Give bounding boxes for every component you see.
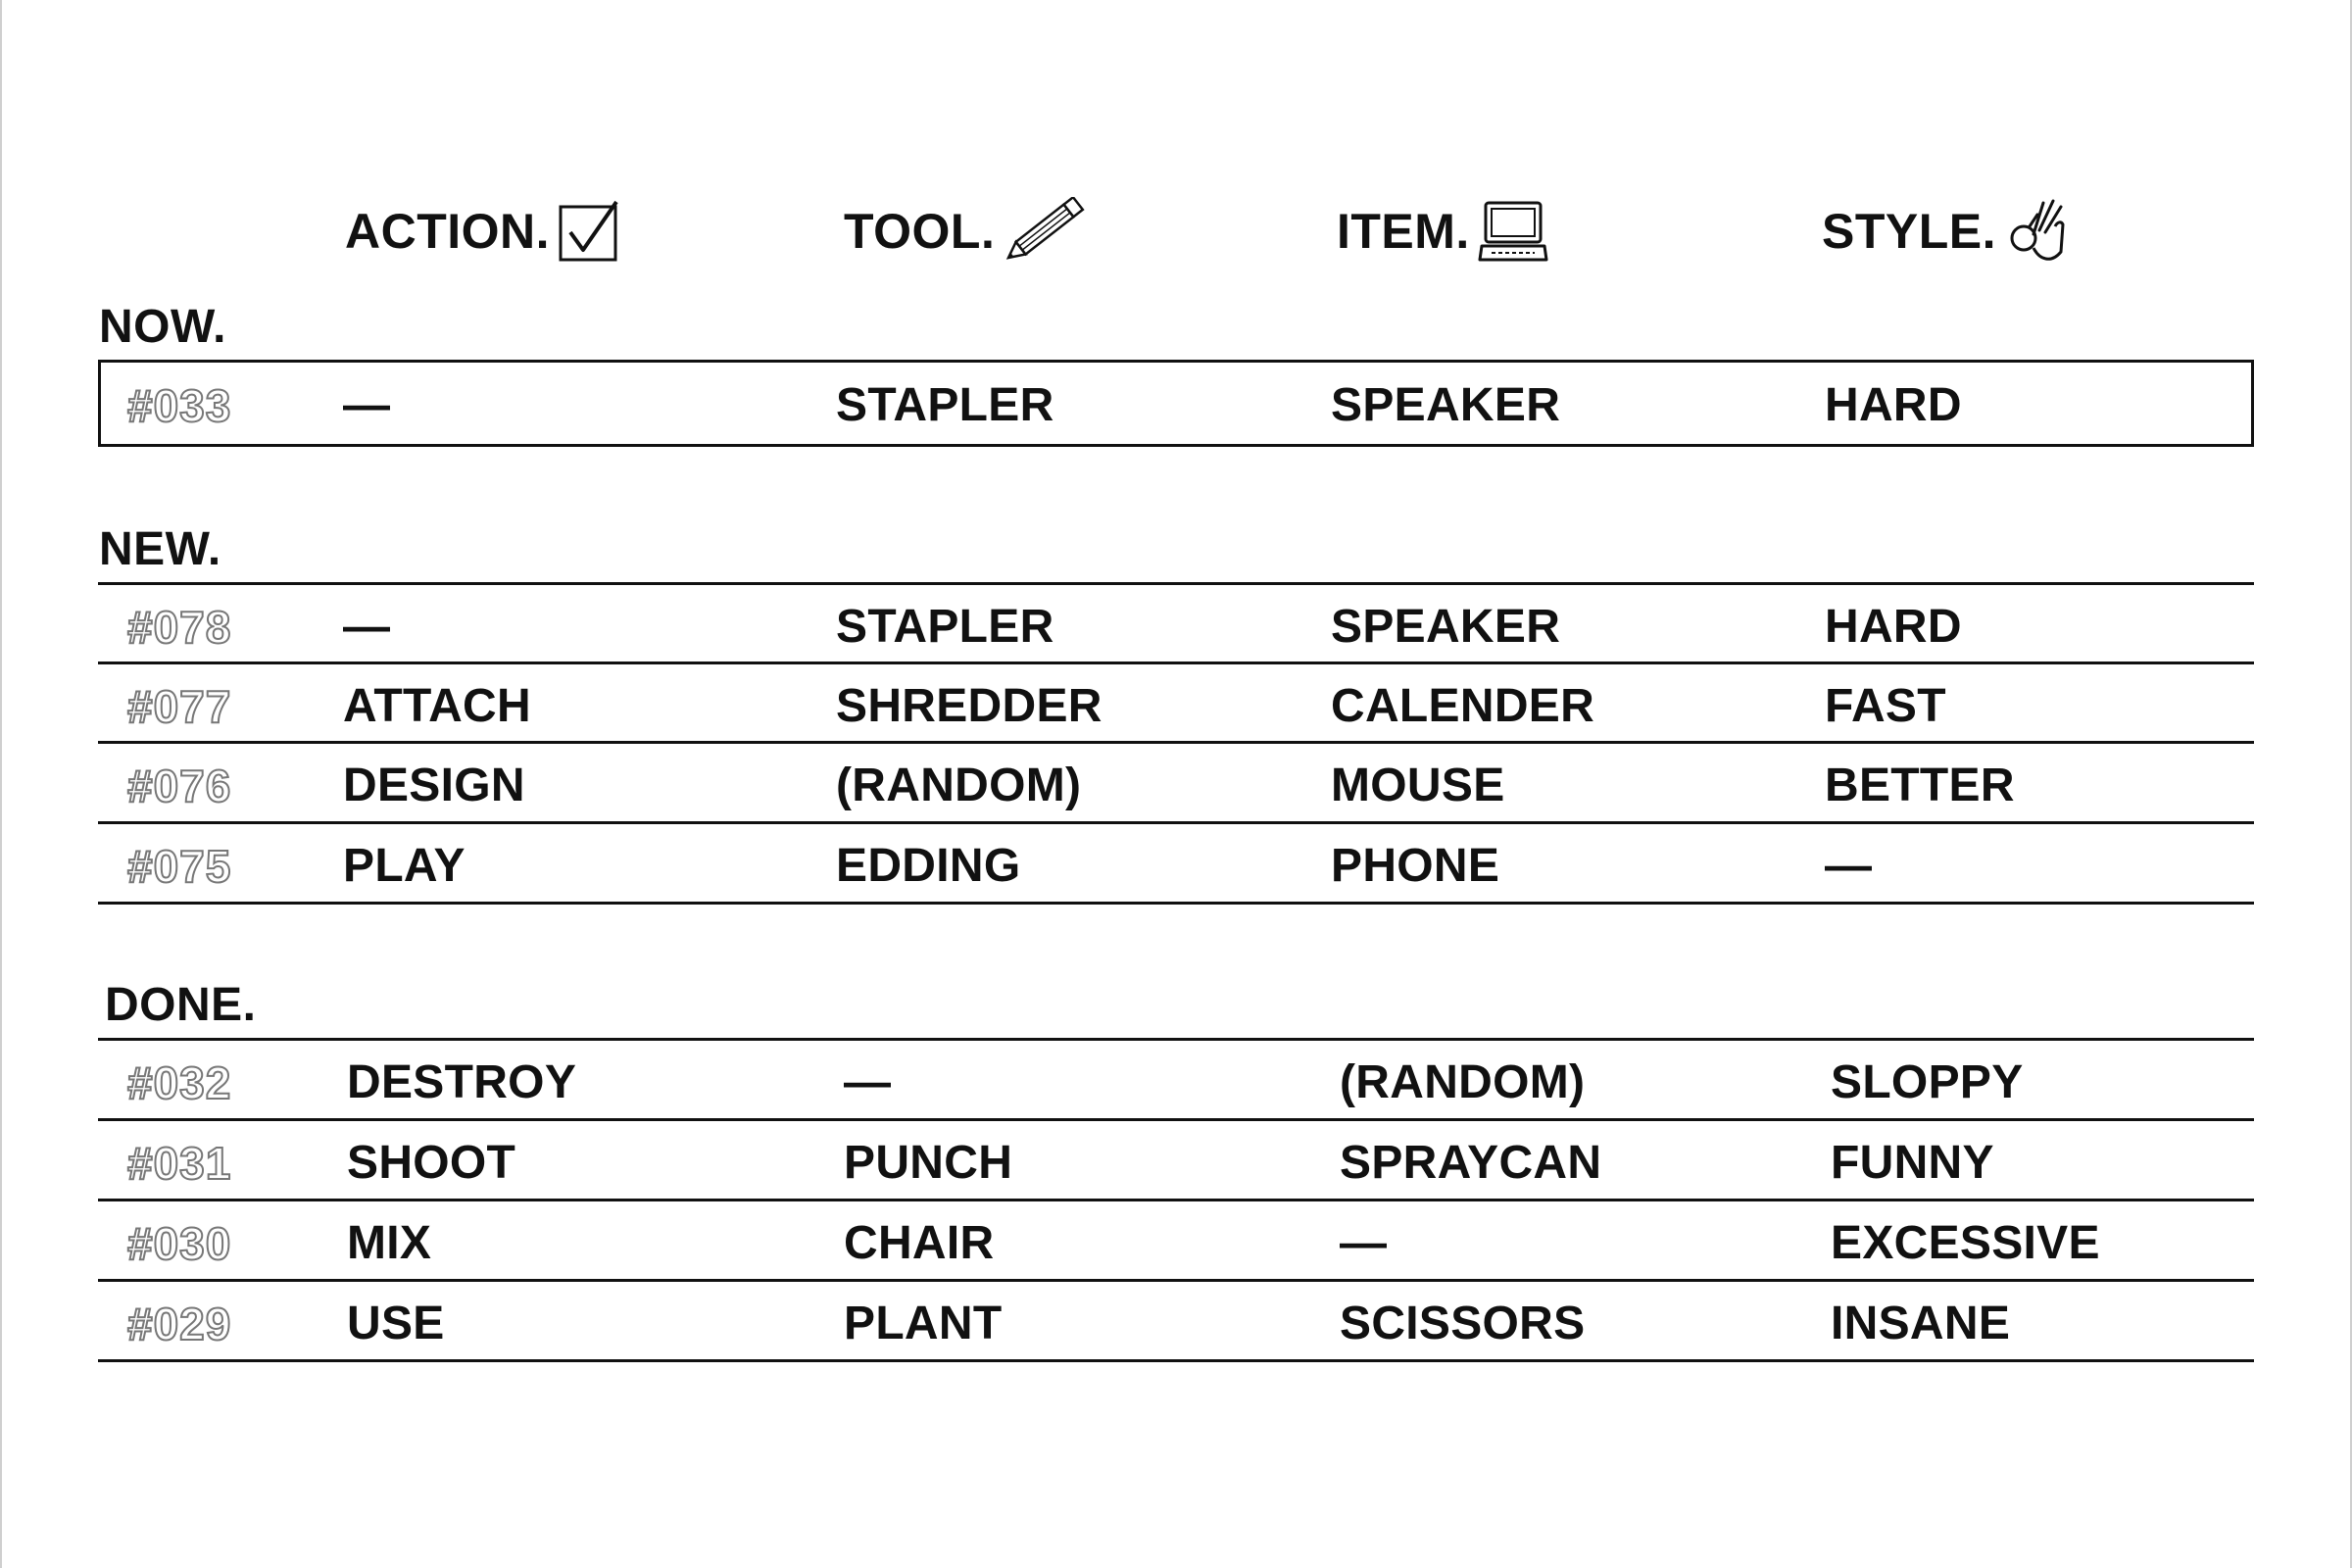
column-header-style xyxy=(1822,192,2069,270)
table-row-done-2[interactable] xyxy=(0,1204,2352,1283)
row-id: #078 xyxy=(127,602,232,653)
table-row-new-3[interactable] xyxy=(0,827,2352,906)
table-row-done-0[interactable] xyxy=(0,1044,2352,1122)
column-header-style-label: STYLE. xyxy=(1822,204,1997,259)
row-style: INSANE xyxy=(1831,1298,2011,1349)
laptop-icon xyxy=(1478,199,1548,264)
section-label-now: NOW. xyxy=(99,301,226,353)
row-item: CALENDER xyxy=(1331,680,1595,732)
row-tool: STAPLER xyxy=(836,601,1054,653)
divider xyxy=(98,1359,2254,1362)
row-action: DESTROY xyxy=(347,1056,577,1108)
row-style: HARD xyxy=(1825,601,1962,653)
row-style: EXCESSIVE xyxy=(1831,1217,2100,1269)
row-action: MIX xyxy=(347,1217,432,1269)
divider xyxy=(98,1279,2254,1282)
row-id: #076 xyxy=(127,760,232,811)
divider xyxy=(98,902,2254,905)
divider xyxy=(98,821,2254,824)
row-style: FUNNY xyxy=(1831,1137,1994,1189)
row-style: BETTER xyxy=(1825,760,2015,811)
row-id: #033 xyxy=(127,380,232,431)
divider xyxy=(98,741,2254,744)
divider xyxy=(98,1038,2254,1041)
row-style: HARD xyxy=(1825,379,1962,431)
column-header-tool xyxy=(844,192,1087,270)
row-tool: SHREDDER xyxy=(836,680,1102,732)
divider xyxy=(98,1199,2254,1201)
column-header-action xyxy=(345,192,622,270)
row-item: SPEAKER xyxy=(1331,601,1561,653)
row-id: #075 xyxy=(127,841,232,892)
row-id: #031 xyxy=(127,1138,232,1189)
column-header-action-label: ACTION. xyxy=(345,204,551,259)
row-action: PLAY xyxy=(343,840,466,892)
row-tool: PLANT xyxy=(844,1298,1003,1349)
column-header-tool-label: TOOL. xyxy=(844,204,996,259)
row-id: #029 xyxy=(127,1298,232,1349)
row-item: SCISSORS xyxy=(1340,1298,1586,1349)
checkbox-icon xyxy=(558,199,622,264)
table-row-done-1[interactable] xyxy=(0,1124,2352,1202)
row-action: — xyxy=(343,601,391,653)
row-tool: — xyxy=(844,1056,892,1108)
row-style: — xyxy=(1825,840,1873,892)
row-action: USE xyxy=(347,1298,445,1349)
row-tool: STAPLER xyxy=(836,379,1054,431)
row-item: (RANDOM) xyxy=(1340,1056,1586,1108)
row-style: SLOPPY xyxy=(1831,1056,2024,1108)
row-action: ATTACH xyxy=(343,680,531,732)
column-header-item xyxy=(1337,192,1548,270)
row-tool: EDDING xyxy=(836,840,1021,892)
row-action: SHOOT xyxy=(347,1137,516,1189)
row-item: SPEAKER xyxy=(1331,379,1561,431)
table-row-now-0[interactable] xyxy=(0,367,2352,445)
section-label-done: DONE. xyxy=(105,979,257,1031)
divider xyxy=(98,1118,2254,1121)
pencil-icon xyxy=(1003,197,1087,266)
row-item: SPRAYCAN xyxy=(1340,1137,1602,1189)
ok-hand-icon xyxy=(2004,195,2069,268)
row-id: #077 xyxy=(127,681,232,732)
table-row-new-2[interactable] xyxy=(0,747,2352,825)
section-label-new: NEW. xyxy=(99,523,221,575)
row-style: FAST xyxy=(1825,680,1946,732)
row-id: #032 xyxy=(127,1057,232,1108)
row-item: PHONE xyxy=(1331,840,1500,892)
row-tool: (RANDOM) xyxy=(836,760,1082,811)
table-row-new-1[interactable] xyxy=(0,667,2352,746)
row-action: — xyxy=(343,379,391,431)
row-id: #030 xyxy=(127,1218,232,1269)
row-tool: CHAIR xyxy=(844,1217,995,1269)
row-action: DESIGN xyxy=(343,760,525,811)
table-row-new-0[interactable] xyxy=(0,588,2352,666)
row-item: MOUSE xyxy=(1331,760,1505,811)
column-header-item-label: ITEM. xyxy=(1337,204,1470,259)
table-row-done-3[interactable] xyxy=(0,1285,2352,1363)
column-header-row xyxy=(0,192,2352,270)
row-item: — xyxy=(1340,1217,1388,1269)
divider xyxy=(98,582,2254,585)
divider xyxy=(98,662,2254,664)
row-tool: PUNCH xyxy=(844,1137,1013,1189)
